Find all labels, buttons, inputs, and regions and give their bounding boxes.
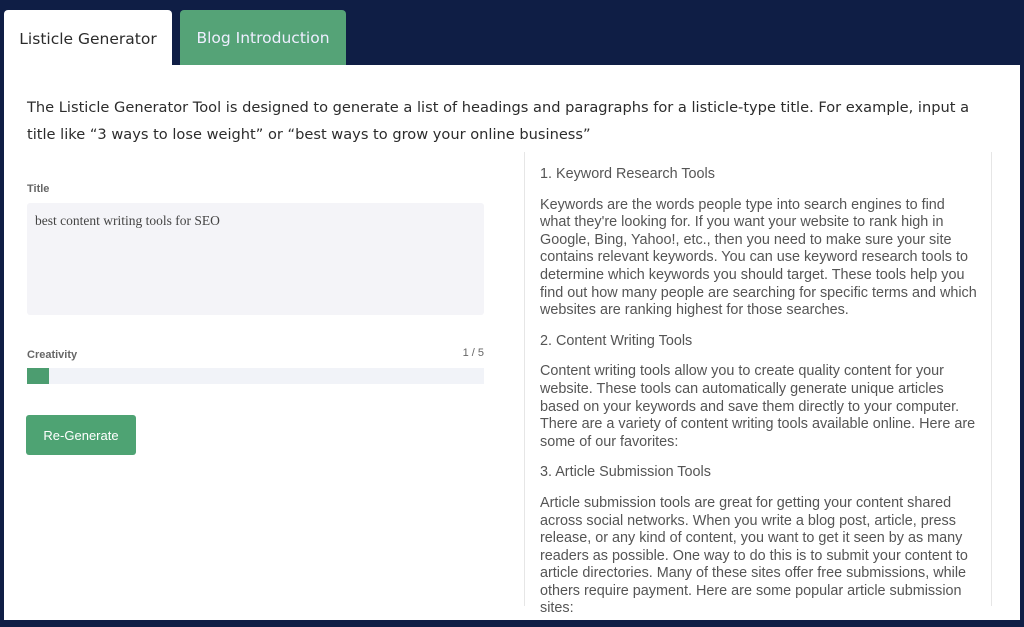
output-heading: 3. Article Submission Tools	[540, 464, 711, 481]
tool-description: The Listicle Generator Tool is designed to generate a list of headings and paragraphs for a listicle-type title. For example, input a title like “3 ways to lose weight” or “best ways to grow your online business”	[27, 99, 970, 143]
output-heading: 2. Content Writing Tools	[540, 332, 693, 349]
tool-panel	[4, 65, 1020, 620]
output-paragraph: Content writing tools allow you to create quality content for your website. These tools can automatically generate unique articles based on your keywords and save them directly to your computer. There are a variety of content writing tools available online. Here are some of our favorites:	[540, 363, 976, 450]
creativity-label: Creativity	[27, 349, 78, 361]
output-paragraph: Article submission tools are great for getting your content shared across social networks. When you write a blog post, article, press release, or any kind of content, you want to get it seen by as many readers as possible. One way to do this is to submit your content to article directories. Many of these sites offer free submissions, while others require payment. Here are some popular article submission sites:	[540, 494, 968, 617]
output-heading: 1. Keyword Research Tools	[540, 166, 715, 182]
creativity-value: 1 / 5	[462, 347, 484, 359]
generated-output[interactable]	[524, 152, 992, 617]
title-input[interactable]	[27, 203, 484, 315]
tab-listicle-generator[interactable]: Listicle Generator	[4, 10, 172, 68]
regenerate-button[interactable]: Re-Generate	[26, 415, 136, 455]
creativity-slider-fill	[27, 368, 49, 384]
creativity-slider[interactable]	[27, 368, 484, 384]
tab-blog-introduction[interactable]: Blog Introduction	[180, 10, 346, 66]
output-paragraph: Keywords are the words people type into search engines to find what they're looking for. If you want your website to rank high in Google, Bing, Yahoo!, etc., then you need to make sure your site contains relevant keywords. You can use keyword research tools to determine which keywords you should target. These tools help you find out how many people are searching for specific terms and which websites are ranking highest for those searches.	[540, 196, 977, 319]
title-label: Title	[27, 183, 50, 195]
